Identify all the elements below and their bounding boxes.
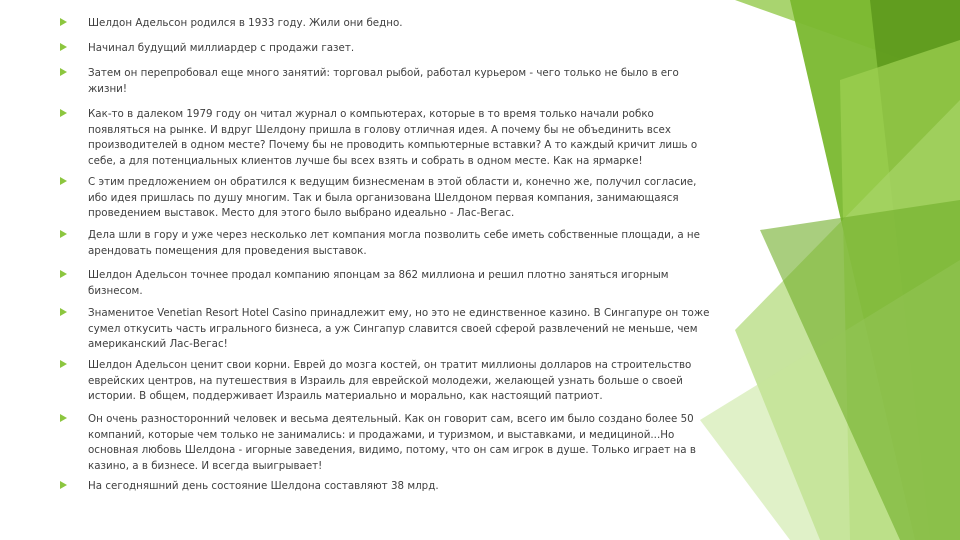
bullet-text: Дела шли в гору и уже через несколько лет компания могла позволить себе иметь собственные площади, а не арендовать помещения для проведения выставок. (88, 229, 700, 257)
bullet-text: Начинал будущий миллиардер с продажи газет. (88, 42, 355, 54)
triangle-bullet-icon (60, 481, 67, 489)
bullet-text: Он очень разносторонний человек и весьма деятельный. Как он говорит сам, всего им было создано более 50 компаний, которые чем только не занимались: и продажами, и туризмом, и выставками, и медициной...Но основная любовь Шелдона - игорные заведения, видимо, потому, что он сам игрок в душе. Только играет на в казино, а в бизнесе. И всегда выигрывает! (88, 413, 696, 472)
bullet-text: Шелдон Адельсон точнее продал компанию японцам за 862 миллиона и решил плотно заняться игорным бизнесом. (88, 269, 669, 297)
triangle-bullet-icon (60, 43, 67, 51)
triangle-bullet-icon (60, 177, 67, 185)
triangle-bullet-icon (60, 68, 67, 76)
triangle-bullet-icon (60, 109, 67, 117)
bullet-text: Шелдон Адельсон ценит свои корни. Еврей до мозга костей, он тратит миллионы долларов на строительство еврейских центров, на путешествия в Израиль для еврейской молодежи, желающей узнать больше о своей истории. В общем, поддерживает Израиль материально и морально, как настоящий патриот. (88, 359, 692, 402)
triangle-bullet-icon (60, 360, 67, 368)
bullet-text: Затем он перепробовал еще много занятий: торговал рыбой, работал курьером - чего только не было в его жизни! (88, 67, 679, 95)
triangle-bullet-icon (60, 270, 67, 278)
triangle-bullet-icon (60, 230, 67, 238)
bullet-text: Шелдон Адельсон родился в 1933 году. Жили они бедно. (88, 17, 403, 29)
bullet-text: Как-то в далеком 1979 году он читал журнал о компьютерах, которые в то время только начали робко появляться на рынке. И вдруг Шелдону пришла в голову отличная идея. А почему бы не объединить всех производителей в одном месте? Почему бы не проводить компьютерные вставки? А то каждый кричит лишь о себе, а для потенциальных клиентов лучше бы всех взять и собрать в одном месте. Как на ярмарке! (88, 108, 698, 167)
bullet-text: С этим предложением он обратился к ведущим бизнесменам в этой области и, конечно же, получил согласие, ибо идея пришлась по душу многим. Так и была организована Шелдоном первая компания, занимающаяся проведением выставок. Место для этого было выбрано идеально - Лас-Вегас. (88, 176, 697, 219)
bullet-text: На сегодняшний день состояние Шелдона составляют 38 млрд. (88, 480, 439, 492)
bullet-text: Знаменитое Venetian Resort Hotel Casino принадлежит ему, но это не единственное казино. В Сингапуре он тоже сумел откусить часть игрального бизнеса, а уж Сингапур славится своей сферой развлечений не меньше, чем американский Лас-Вегас! (88, 307, 710, 350)
triangle-bullet-icon (60, 308, 67, 316)
triangle-bullet-icon (60, 18, 67, 26)
triangle-bullet-icon (60, 414, 67, 422)
